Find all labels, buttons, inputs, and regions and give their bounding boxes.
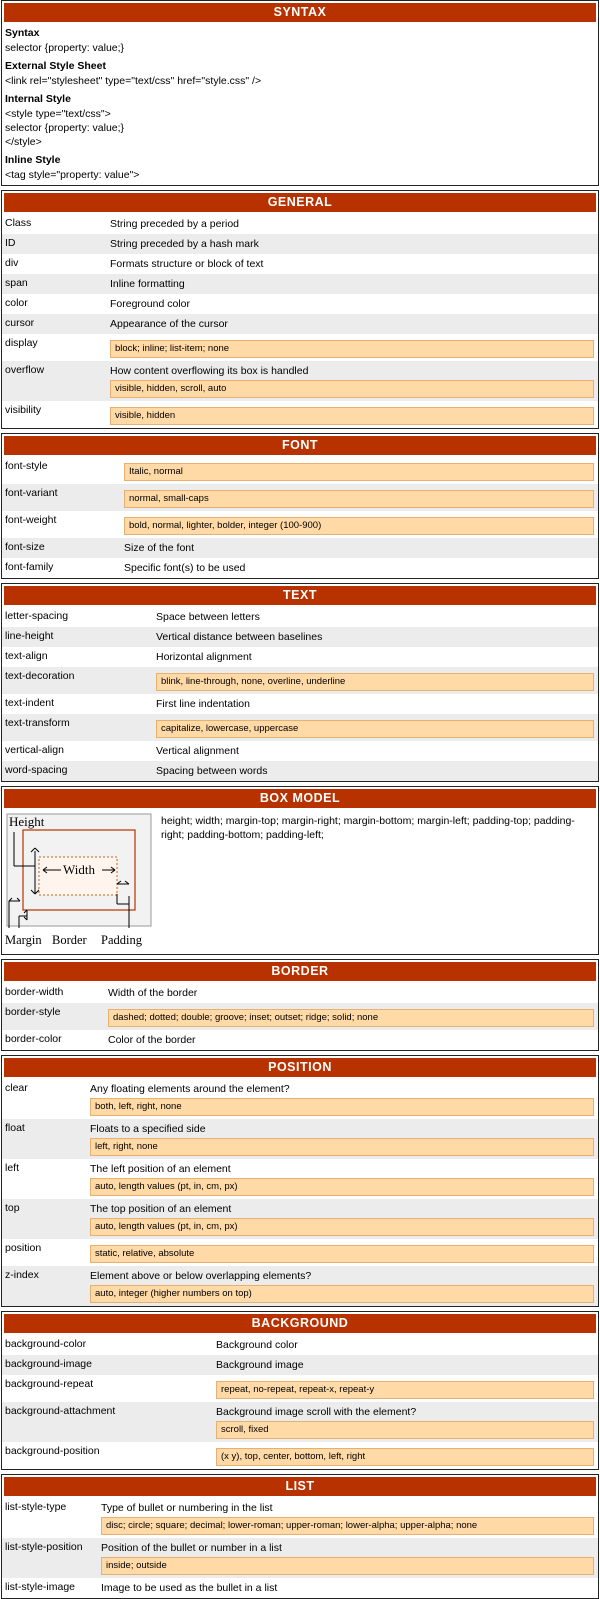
property-row — [2, 627, 598, 647]
syntax-line: selector {property: value;} — [5, 42, 125, 54]
section-text — [1, 583, 599, 782]
height-label: Height — [9, 814, 45, 829]
property-row — [2, 1538, 598, 1578]
property-description: Vertical alignment — [156, 745, 239, 757]
syntax-line: <tag style="property: value"> — [5, 169, 140, 181]
property-row — [2, 274, 598, 294]
property-name: cursor — [5, 317, 35, 329]
property-name: display — [5, 337, 38, 349]
section-position — [1, 1055, 599, 1307]
property-row — [2, 714, 598, 741]
box-model-diagram — [5, 812, 155, 948]
property-values: dashed; dotted; double; groove; inset; outset; ridge; solid; none — [108, 1009, 594, 1027]
property-description: Inline formatting — [110, 278, 185, 290]
section-header: TEXT — [4, 586, 596, 605]
property-value-cell — [156, 742, 598, 760]
property-name: background-position — [5, 1445, 100, 1457]
property-values: scroll, fixed — [216, 1421, 594, 1439]
property-value-cell — [90, 1267, 598, 1305]
syntax-line: <link rel="stylesheet" type="text/css" href="style.css" /> — [5, 75, 262, 87]
property-row — [2, 361, 598, 401]
property-row — [2, 1079, 598, 1119]
section-list — [1, 1474, 599, 1599]
section-header: LIST — [4, 1477, 596, 1496]
property-row — [2, 511, 598, 538]
property-value-cell — [156, 762, 598, 780]
syntax-heading: Syntax — [5, 27, 40, 39]
property-description: Position of the bullet or number in a list — [101, 1542, 282, 1554]
property-name: background-color — [5, 1338, 87, 1350]
section-header: POSITION — [4, 1058, 596, 1077]
property-name: z-index — [5, 1269, 39, 1281]
property-value-cell — [124, 458, 598, 483]
property-name: clear — [5, 1082, 28, 1094]
property-row — [2, 1375, 598, 1402]
property-row — [2, 538, 598, 558]
syntax-line: </style> — [5, 136, 42, 148]
property-name: font-variant — [5, 487, 58, 499]
property-description: Element above or below overlapping elements? — [90, 1270, 312, 1282]
property-value-cell — [124, 512, 598, 537]
property-values: disc; circle; square; decimal; lower-roman; upper-roman; lower-alpha; upper-alpha; none — [101, 1517, 594, 1535]
property-row — [2, 1239, 598, 1266]
property-description: Specific font(s) to be used — [124, 562, 246, 574]
property-value-cell — [156, 695, 598, 713]
property-value-cell — [110, 315, 598, 333]
property-value-cell — [90, 1240, 598, 1265]
property-row — [2, 1159, 598, 1199]
property-description: The left position of an element — [90, 1163, 231, 1175]
property-values: normal, small-caps — [124, 490, 594, 508]
property-name: line-height — [5, 630, 54, 642]
border-label: Border — [52, 933, 87, 947]
property-values: visible, hidden — [110, 407, 594, 425]
property-description: Background image scroll with the element? — [216, 1406, 417, 1418]
property-row — [2, 254, 598, 274]
property-row — [2, 234, 598, 254]
width-label: Width — [63, 862, 95, 877]
property-name: list-style-image — [5, 1581, 76, 1593]
property-name: ID — [5, 237, 16, 249]
property-value-cell — [156, 608, 598, 626]
property-row — [2, 401, 598, 428]
property-value-cell — [156, 668, 598, 693]
property-description: Background image — [216, 1359, 304, 1371]
property-description: Spacing between words — [156, 765, 268, 777]
syntax-body — [2, 24, 598, 185]
property-row — [2, 607, 598, 627]
property-row — [2, 1355, 598, 1375]
section-header: BORDER — [4, 962, 596, 981]
syntax-heading: External Style Sheet — [5, 60, 106, 72]
property-values: left, right, none — [90, 1138, 594, 1156]
property-value-cell — [110, 362, 598, 400]
property-row — [2, 1442, 598, 1469]
property-value-cell — [101, 1579, 598, 1597]
property-name: overflow — [5, 364, 45, 376]
section-header: GENERAL — [4, 193, 596, 212]
property-name: text-indent — [5, 697, 55, 709]
property-name: Class — [5, 217, 32, 229]
property-value-cell — [108, 984, 598, 1002]
property-row — [2, 484, 598, 511]
property-value-cell — [124, 559, 598, 577]
property-name: span — [5, 277, 28, 289]
property-value-cell — [110, 255, 598, 273]
property-name: list-style-position — [5, 1541, 83, 1553]
property-name: background-attachment — [5, 1405, 116, 1417]
section-header: BACKGROUND — [4, 1314, 596, 1333]
property-values: repeat, no-repeat, repeat-x, repeat-y — [216, 1381, 594, 1399]
property-values: Italic, normal — [124, 463, 594, 481]
property-name: position — [5, 1242, 42, 1254]
property-description: Formats structure or block of text — [110, 258, 264, 270]
property-name: font-family — [5, 561, 54, 573]
property-row — [2, 1003, 598, 1030]
property-value-cell — [216, 1443, 598, 1468]
property-value-cell — [216, 1376, 598, 1401]
section-header: FONT — [4, 436, 596, 455]
property-row — [2, 334, 598, 361]
property-value-cell — [216, 1356, 598, 1374]
property-name: text-transform — [5, 717, 70, 729]
property-name: font-size — [5, 541, 45, 553]
property-row — [2, 1578, 598, 1598]
property-name: div — [5, 257, 19, 269]
box-model-properties: height; width; margin-top; margin-right; margin-bottom; margin-left; padding-top; padding-right; padding-bottom; padding-left; — [161, 815, 575, 841]
property-description: Appearance of the cursor — [110, 318, 228, 330]
section-general — [1, 190, 599, 429]
property-name: border-style — [5, 1006, 61, 1018]
property-description: Any floating elements around the element? — [90, 1083, 290, 1095]
property-value-cell — [110, 295, 598, 313]
property-values: blink, line-through, none, overline, underline — [156, 673, 594, 691]
syntax-heading: Internal Style — [5, 93, 71, 105]
property-value-cell — [101, 1539, 598, 1577]
property-description: String preceded by a period — [110, 218, 239, 230]
property-row — [2, 1498, 598, 1538]
property-description: String preceded by a hash mark — [110, 238, 259, 250]
property-value-cell — [124, 485, 598, 510]
property-value-cell — [110, 402, 598, 427]
property-name: text-decoration — [5, 670, 75, 682]
property-value-cell — [124, 539, 598, 557]
property-values: capitalize, lowercase, uppercase — [156, 720, 594, 738]
property-value-cell — [110, 275, 598, 293]
property-name: font-style — [5, 460, 48, 472]
syntax-line: <style type="text/css"> — [5, 108, 111, 120]
property-value-cell — [90, 1120, 598, 1158]
property-name: visibility — [5, 404, 42, 416]
property-value-cell — [110, 235, 598, 253]
property-description: Image to be used as the bullet in a list — [101, 1582, 278, 1594]
property-description: Type of bullet or numbering in the list — [101, 1502, 273, 1514]
property-row — [2, 647, 598, 667]
section-syntax — [1, 0, 599, 186]
property-description: Floats to a specified side — [90, 1123, 206, 1135]
property-name: vertical-align — [5, 744, 64, 756]
property-description: Space between letters — [156, 611, 260, 623]
property-row — [2, 694, 598, 714]
property-name: float — [5, 1122, 25, 1134]
property-values: bold, normal, lighter, bolder, integer (100-900) — [124, 517, 594, 535]
property-value-cell — [110, 335, 598, 360]
property-row — [2, 667, 598, 694]
margin-label: Margin — [5, 933, 42, 947]
property-name: top — [5, 1202, 20, 1214]
property-values: auto, length values (pt, in, cm, px) — [90, 1178, 594, 1196]
property-row — [2, 761, 598, 781]
property-value-cell — [101, 1499, 598, 1537]
property-value-cell — [110, 215, 598, 233]
property-name: font-weight — [5, 514, 57, 526]
property-description: Foreground color — [110, 298, 190, 310]
section-font — [1, 433, 599, 579]
property-description: Background color — [216, 1339, 298, 1351]
property-value-cell — [156, 715, 598, 740]
property-name: word-spacing — [5, 764, 68, 776]
property-row — [2, 214, 598, 234]
property-name: background-image — [5, 1358, 92, 1370]
section-header: SYNTAX — [4, 3, 596, 22]
property-row — [2, 1335, 598, 1355]
property-description: The top position of an element — [90, 1203, 232, 1215]
property-values: auto, integer (higher numbers on top) — [90, 1285, 594, 1303]
property-description: Width of the border — [108, 987, 198, 999]
property-row — [2, 558, 598, 578]
property-name: text-align — [5, 650, 48, 662]
property-value-cell — [90, 1080, 598, 1118]
property-name: border-width — [5, 986, 64, 998]
property-row — [2, 294, 598, 314]
section-background — [1, 1311, 599, 1470]
property-name: border-color — [5, 1033, 62, 1045]
property-values: inside; outside — [101, 1557, 594, 1575]
property-name: list-style-type — [5, 1501, 67, 1513]
property-name: left — [5, 1162, 20, 1174]
property-row — [2, 1266, 598, 1306]
property-values: static, relative, absolute — [90, 1245, 594, 1263]
property-name: background-repeat — [5, 1378, 94, 1390]
property-value-cell — [90, 1160, 598, 1198]
property-value-cell — [90, 1200, 598, 1238]
property-value-cell — [216, 1336, 598, 1354]
property-values: visible, hidden, scroll, auto — [110, 380, 594, 398]
property-description: Size of the font — [124, 542, 195, 554]
property-values: auto, length values (pt, in, cm, px) — [90, 1218, 594, 1236]
property-row — [2, 457, 598, 484]
property-description: Vertical distance between baselines — [156, 631, 323, 643]
property-description: Horizontal alignment — [156, 651, 252, 663]
property-value-cell — [156, 648, 598, 666]
section-border — [1, 959, 599, 1051]
section-box-model — [1, 786, 599, 955]
property-value-cell — [216, 1403, 598, 1441]
syntax-heading: Inline Style — [5, 154, 61, 166]
property-row — [2, 1199, 598, 1239]
property-row — [2, 983, 598, 1003]
property-value-cell — [156, 628, 598, 646]
property-name: letter-spacing — [5, 610, 69, 622]
property-description: First line indentation — [156, 698, 250, 710]
property-values: both, left, right, none — [90, 1098, 594, 1116]
property-row — [2, 1030, 598, 1050]
property-name: color — [5, 297, 28, 309]
property-row — [2, 1402, 598, 1442]
property-row — [2, 1119, 598, 1159]
property-description: Color of the border — [108, 1034, 196, 1046]
property-description: How content overflowing its box is handled — [110, 365, 309, 377]
property-value-cell — [108, 1031, 598, 1049]
property-values: block; inline; list-item; none — [110, 340, 594, 358]
property-values: (x y), top, center, bottom, left, right — [216, 1448, 594, 1466]
padding-label: Padding — [101, 933, 142, 947]
syntax-line: selector {property: value;} — [5, 122, 125, 134]
property-row — [2, 741, 598, 761]
box-model-body — [2, 810, 598, 954]
property-row — [2, 314, 598, 334]
section-header: BOX MODEL — [4, 789, 596, 808]
property-value-cell — [108, 1004, 598, 1029]
